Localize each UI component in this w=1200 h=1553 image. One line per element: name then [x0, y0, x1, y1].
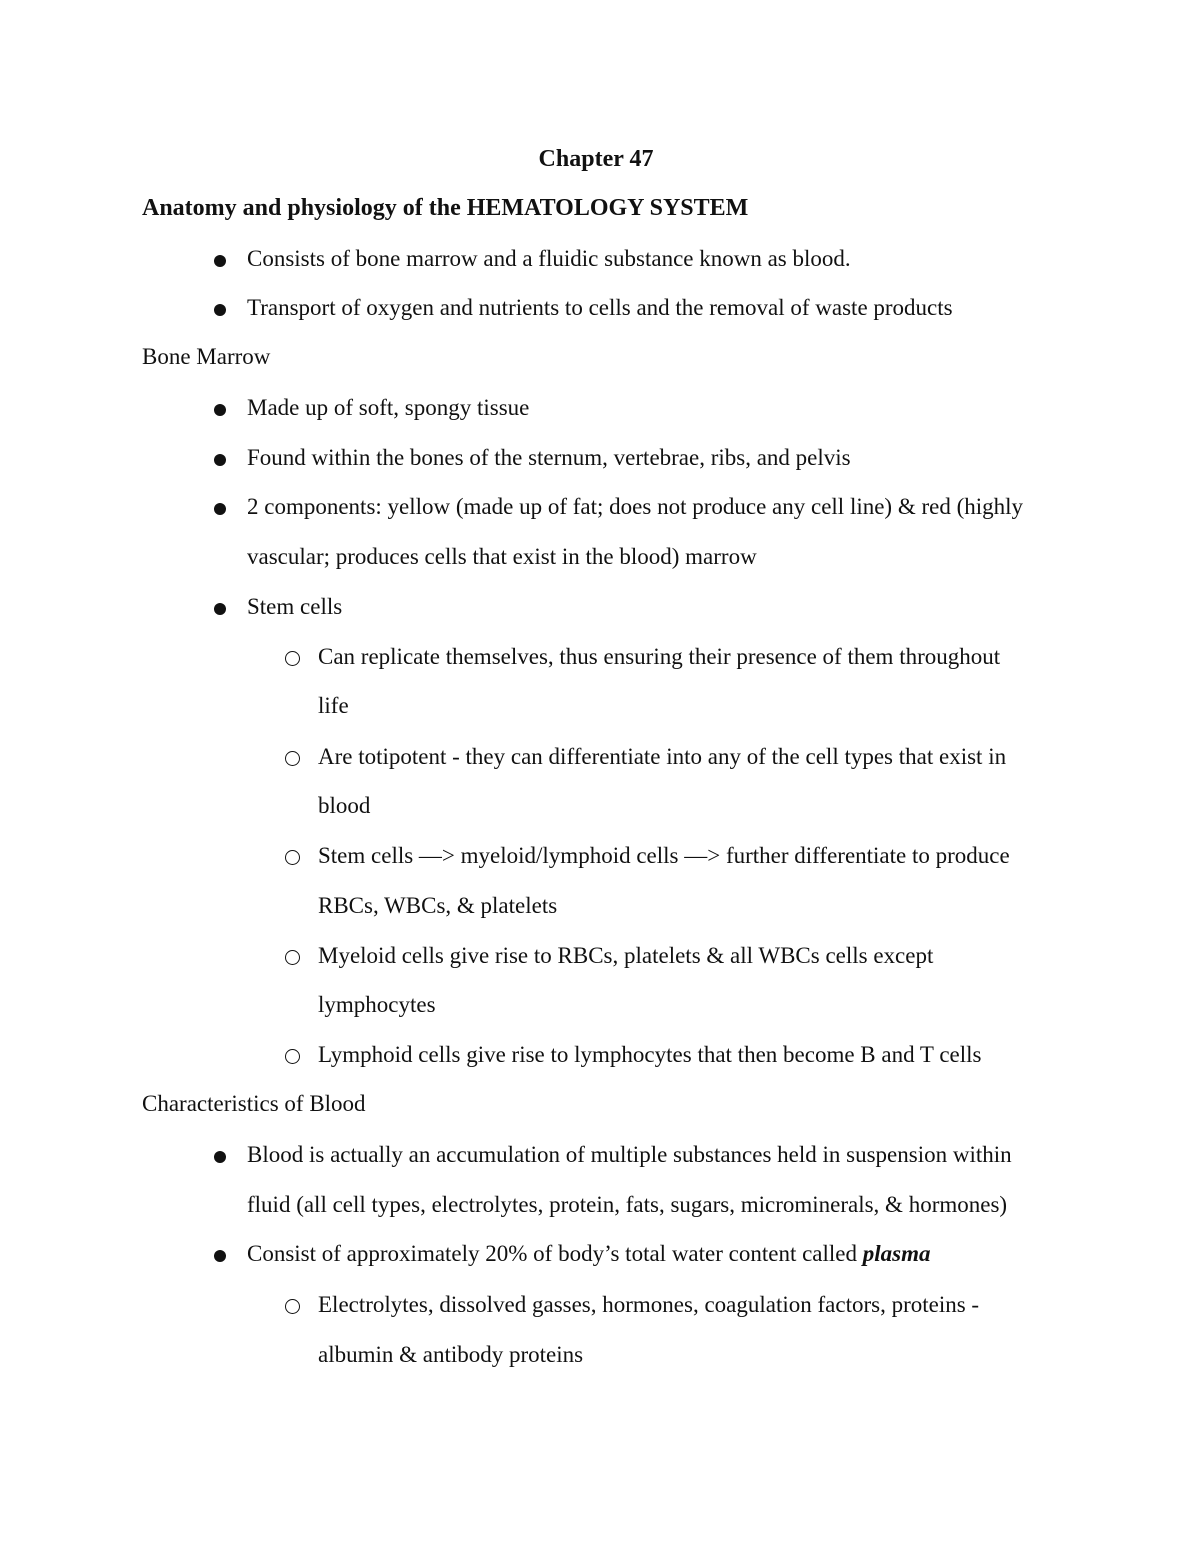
page-title: Chapter 47 — [538, 146, 654, 172]
bullet-disc-icon — [214, 1250, 226, 1262]
bullet-disc-icon — [214, 404, 226, 416]
stem-cell-subitem: RBCs, WBCs, & platelets — [318, 893, 558, 918]
bullet-circle-icon — [285, 751, 300, 766]
bone-marrow-item: Found within the bones of the sternum, vertebrae, ribs, and pelvis — [247, 445, 851, 470]
stem-cell-subitem: Stem cells —> myeloid/lymphoid cells —> further differentiate to produce — [318, 843, 1010, 868]
bone-marrow-item: Made up of soft, spongy tissue — [247, 395, 530, 420]
plasma-subitem: Electrolytes, dissolved gasses, hormones, coagulation factors, proteins - — [318, 1292, 980, 1317]
blood-item: Blood is actually an accumulation of multiple substances held in suspension within — [247, 1142, 1012, 1167]
stem-cell-subitem: Can replicate themselves, thus ensuring their presence of them throughout — [318, 644, 1001, 669]
stem-cell-subitem: life — [318, 693, 349, 718]
bullet-disc-icon — [214, 304, 226, 316]
bullet-circle-icon — [285, 850, 300, 865]
bullet-disc-icon — [214, 454, 226, 466]
section-heading: Anatomy and physiology of the HEMATOLOGY SYSTEM — [142, 195, 749, 221]
plasma-term: plasma — [862, 1241, 931, 1266]
stem-cell-subitem: lymphocytes — [318, 992, 436, 1017]
plasma-subitem: albumin & antibody proteins — [318, 1342, 584, 1367]
bullet-disc-icon — [214, 255, 226, 267]
stem-cell-subitem: blood — [318, 793, 371, 818]
blood-plasma-text: Consist of approximately 20% of body’s total water content called — [247, 1241, 863, 1266]
bullet-circle-icon — [285, 1049, 300, 1064]
stem-cell-subitem: Lymphoid cells give rise to lymphocytes that then become B and T cells — [318, 1042, 982, 1067]
bullet-circle-icon — [285, 651, 300, 666]
stem-cell-subitem: Myeloid cells give rise to RBCs, platelets & all WBCs cells except — [318, 943, 934, 968]
bone-marrow-components-line: 2 components: yellow (made up of fat; does not produce any cell line) & red (highly — [247, 494, 1024, 519]
intro-item: Transport of oxygen and nutrients to cells and the removal of waste products — [247, 295, 953, 320]
blood-plasma-item — [247, 1239, 930, 1269]
bone-marrow-components-line: vascular; produces cells that exist in the blood) marrow — [247, 544, 757, 569]
intro-item: Consists of bone marrow and a fluidic substance known as blood. — [247, 246, 851, 271]
stem-cells-label: Stem cells — [247, 594, 343, 619]
bullet-circle-icon — [285, 950, 300, 965]
blood-item: fluid (all cell types, electrolytes, protein, fats, sugars, microminerals, & hormones) — [247, 1192, 1008, 1217]
bullet-disc-icon — [214, 503, 226, 515]
bullet-disc-icon — [214, 1151, 226, 1163]
bullet-disc-icon — [214, 603, 226, 615]
bullet-circle-icon — [285, 1299, 300, 1314]
stem-cell-subitem: Are totipotent - they can differentiate into any of the cell types that exist in — [318, 744, 1007, 769]
blood-label: Characteristics of Blood — [142, 1091, 366, 1116]
bone-marrow-label: Bone Marrow — [142, 344, 271, 369]
